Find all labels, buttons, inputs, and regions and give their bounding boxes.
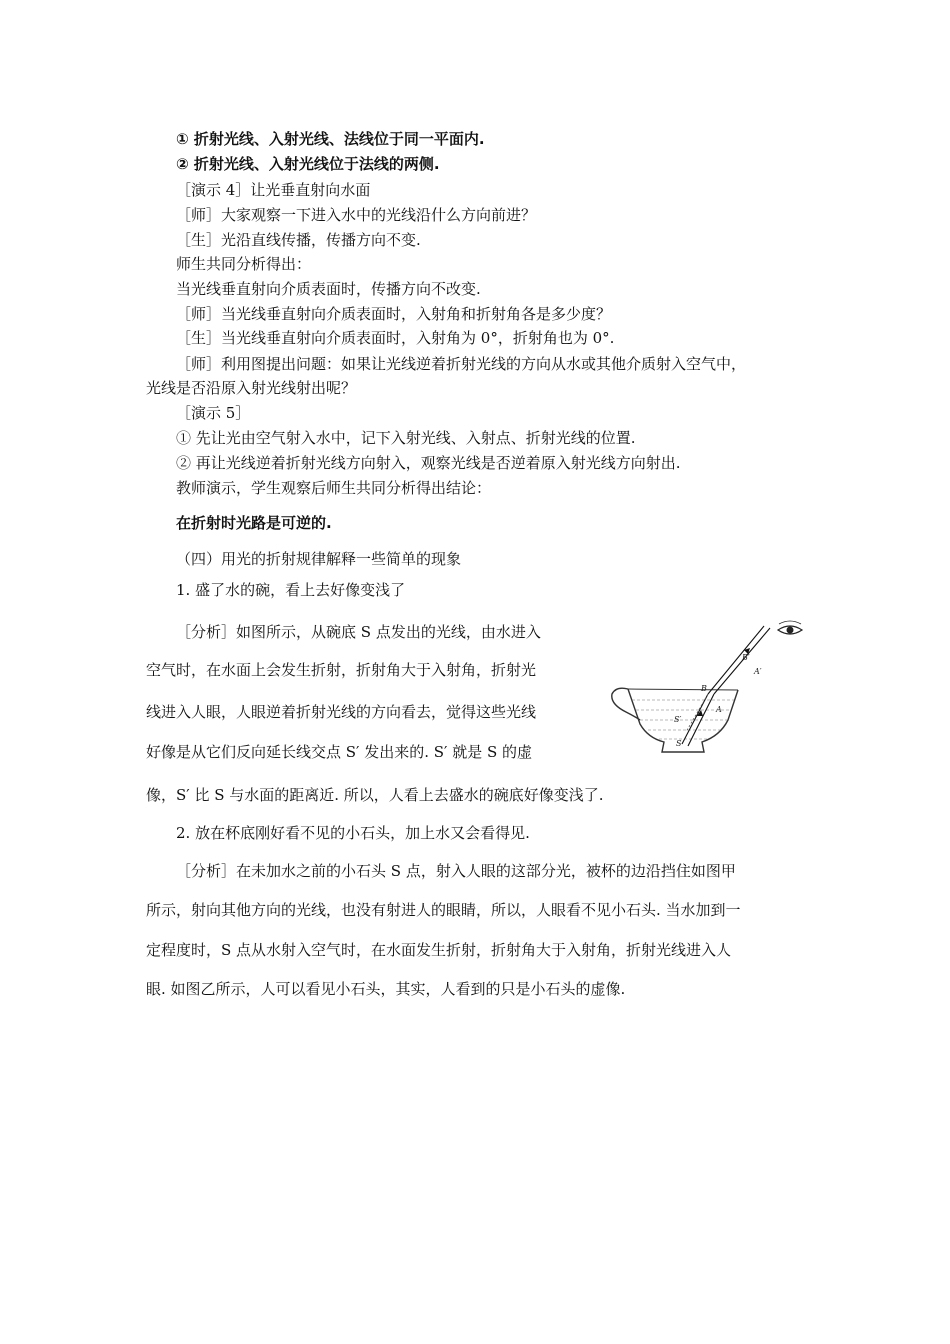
- text-line: 眼. 如图乙所示，人可以看见小石头，其实，人看到的只是小石头的虚像.: [146, 980, 626, 998]
- text-line: 教师演示，学生观察后师生共同分析得出结论：: [176, 479, 492, 497]
- text-line: 线进入人眼，人眼逆着折射光线的方向看去，觉得这些光线: [146, 703, 537, 721]
- bowl-refraction-figure: [604, 612, 814, 762]
- text-line: ［演示 4］让光垂直射向水面: [176, 181, 371, 199]
- text-line: ② 再让光线逆着折射光线方向射入，观察光线是否逆着原入射光线方向射出.: [176, 454, 681, 472]
- text-line: ① 先让光由空气射入水中，记下入射光线、入射点、折射光线的位置.: [176, 429, 636, 447]
- text-line: ② 折射光线、入射光线位于法线的两侧.: [176, 155, 440, 173]
- text-line: ［演示 5］: [176, 404, 251, 422]
- text-line: 定程度时，S 点从水射入空气时，在水面发生折射，折射角大于入射角，折射光线进入人: [146, 941, 732, 959]
- text-line: 好像是从它们反向延长线交点 S′ 发出来的. S′ 就是 S 的虚: [146, 743, 533, 761]
- text-line: ［师］当光线垂直射向介质表面时，入射角和折射角各是多少度？: [176, 305, 612, 323]
- text-line: 所示，射向其他方向的光线，也没有射进人的眼睛，所以，人眼看不见小石头. 当水加到一: [146, 901, 741, 919]
- figure-label: A′: [754, 667, 762, 676]
- light-rays: [682, 626, 770, 746]
- text-line: ［师］大家观察一下进入水中的光线沿什么方向前进？: [176, 206, 537, 224]
- figure-label: S′: [674, 715, 682, 724]
- text-line: 光线是否沿原入射光线射出呢？: [146, 379, 357, 397]
- figure-label: S: [676, 739, 682, 748]
- text-line: ［生］光沿直线传播，传播方向不变.: [176, 231, 421, 249]
- text-line: ［生］当光线垂直射向介质表面时，入射角为 0°，折射角也为 0°.: [176, 329, 615, 347]
- text-line: ［师］利用图提出问题：如果让光线逆着折射光线的方向从水或其他介质射入空气中，: [176, 355, 747, 373]
- text-line: ［分析］如图所示，从碗底 S 点发出的光线，由水进入: [176, 623, 541, 641]
- text-line: 师生共同分析得出：: [176, 255, 312, 273]
- figure-label: A: [716, 705, 722, 714]
- text-line: 当光线垂直射向介质表面时，传播方向不改变.: [176, 280, 481, 298]
- text-line: ［分析］在未加水之前的小石头 S 点，射入人眼的这部分光，被杯的边沿挡住如图甲: [176, 862, 736, 880]
- text-line: 空气时，在水面上会发生折射，折射角大于入射角，折射光: [146, 661, 537, 679]
- figure-label: B: [701, 684, 707, 693]
- text-line: 2. 放在杯底刚好看不见的小石头，加上水又会看得见.: [176, 824, 530, 842]
- text-line: ① 折射光线、入射光线、法线位于同一平面内.: [176, 130, 485, 148]
- text-line: 在折射时光路是可逆的.: [176, 514, 332, 532]
- text-line: （四）用光的折射规律解释一些简单的现象: [176, 550, 462, 568]
- text-line: 像，S′ 比 S 与水面的距离近. 所以，人看上去盛水的碗底好像变浅了.: [146, 786, 604, 804]
- eye-icon: [778, 621, 802, 634]
- text-line: 1. 盛了水的碗，看上去好像变浅了: [176, 581, 406, 599]
- figure-label: B′: [742, 653, 750, 662]
